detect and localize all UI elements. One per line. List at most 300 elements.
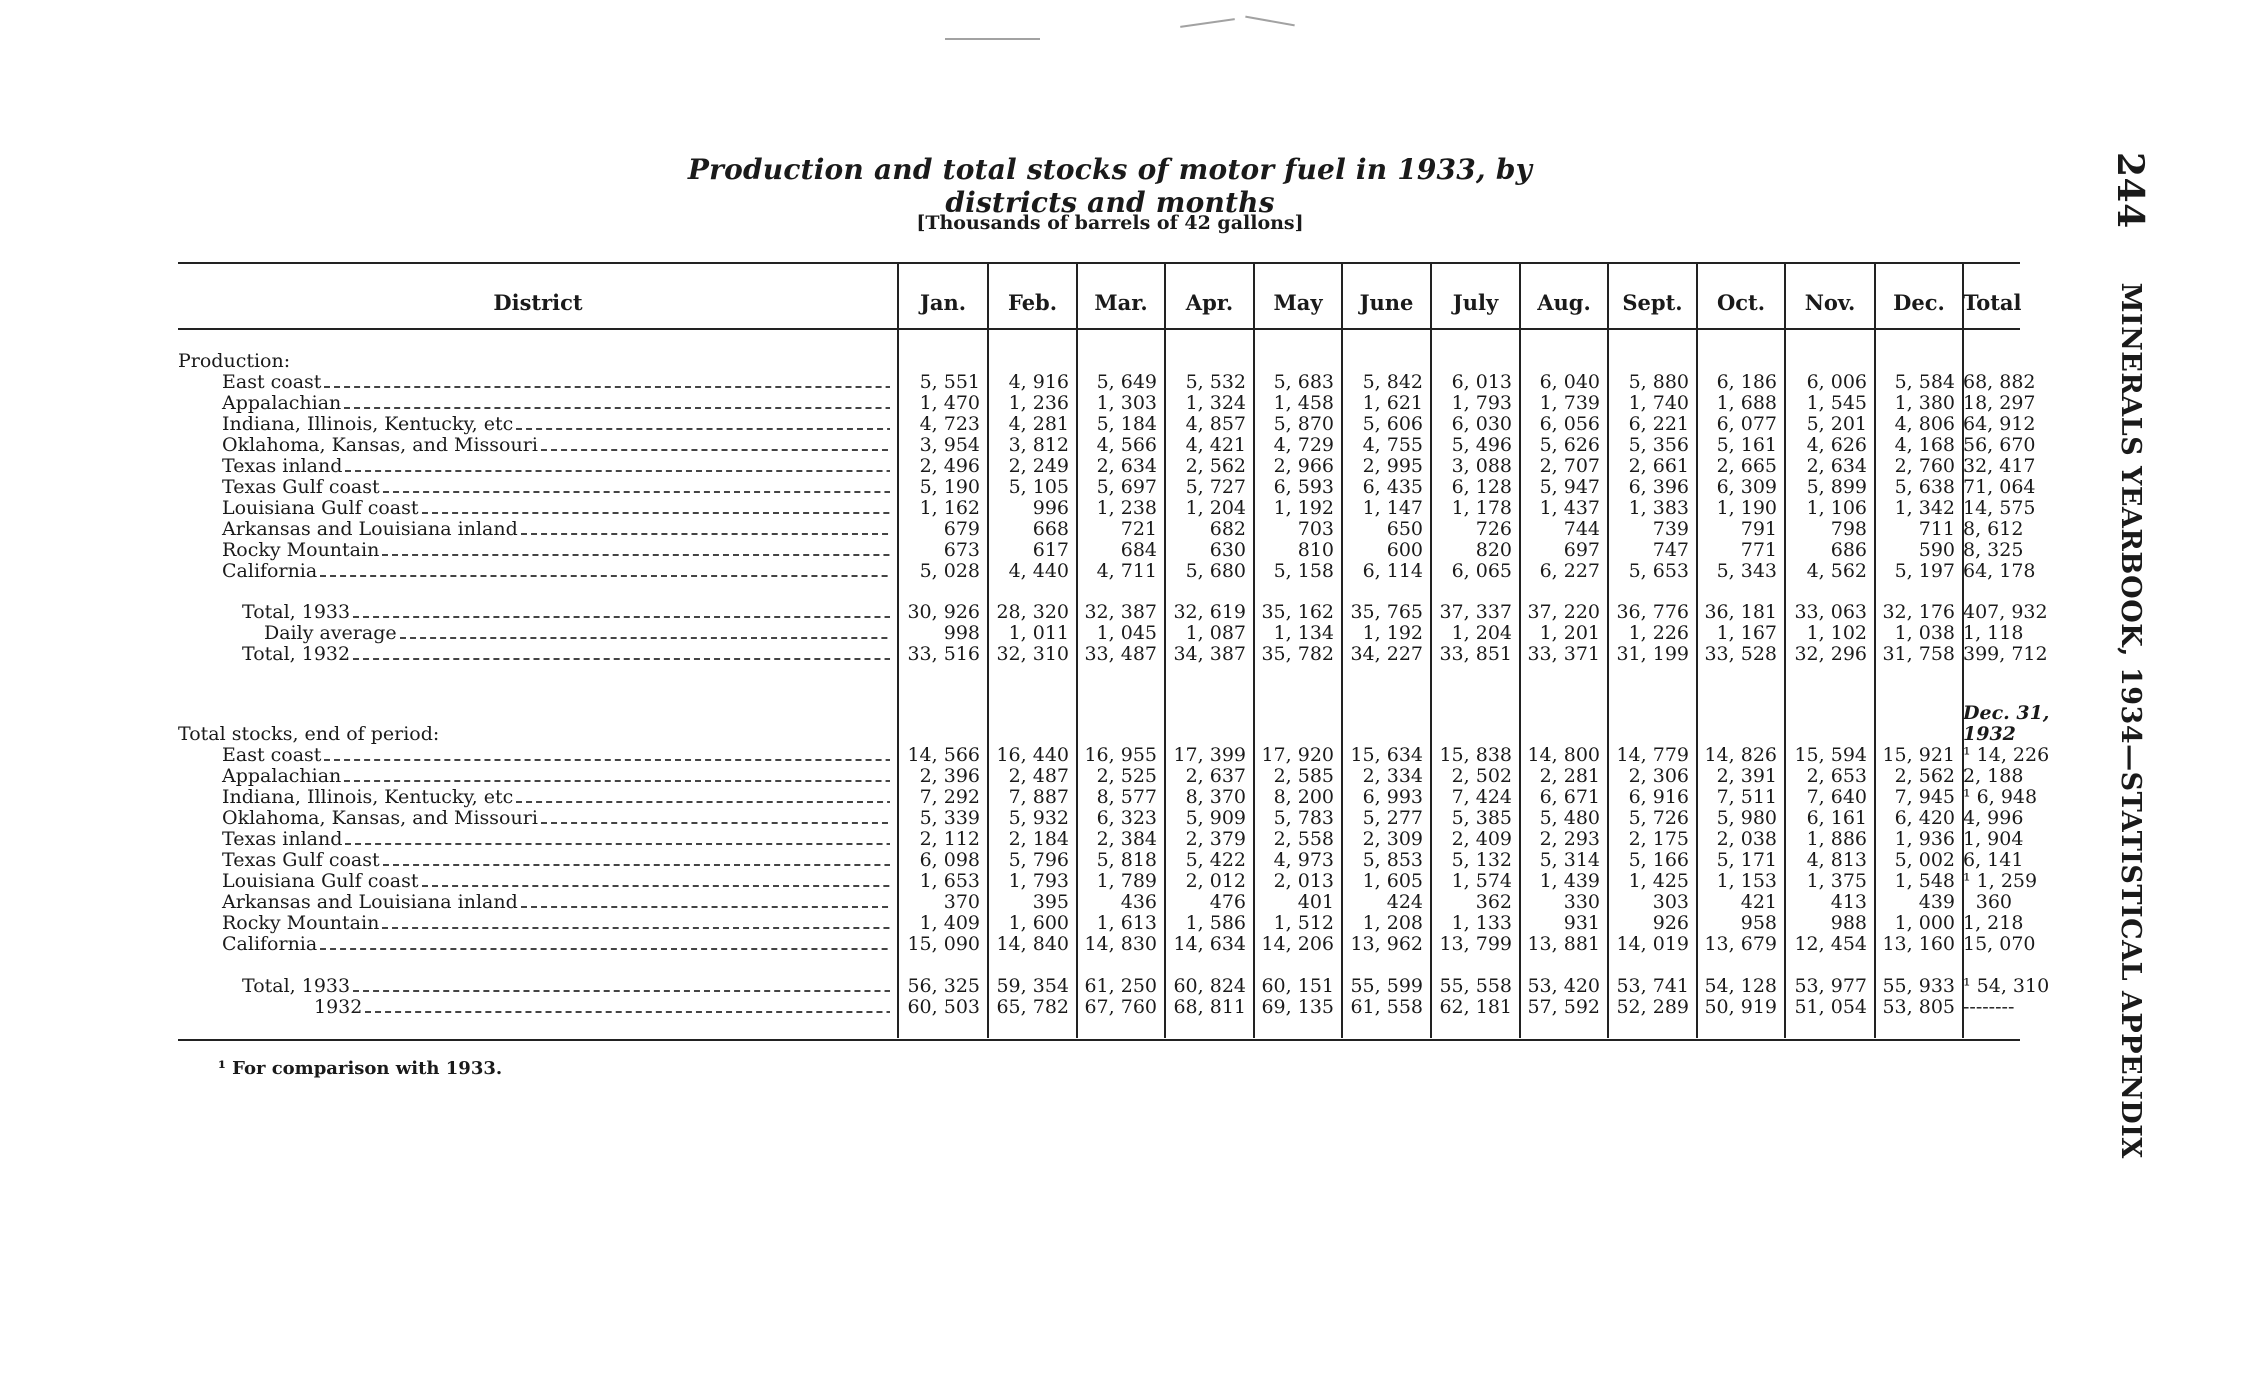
table-cell: 6, 098 [919,849,980,871]
table-cell: 1, 574 [1451,870,1512,892]
table-cell: 4, 566 [1096,434,1157,456]
total-cell: 35, 782 [1261,643,1334,665]
table-cell: 439 [1918,891,1955,913]
table-cell: 4, 440 [1008,560,1069,582]
table-cell: 617 [1032,539,1069,561]
table-cell: 5, 818 [1096,849,1157,871]
running-head [2090,152,2170,1159]
table-cell: 6, 161 [1806,807,1867,829]
total-cell: 1, 201 [1539,622,1600,644]
table-cell: 711 [1918,518,1955,540]
total-row [178,643,890,665]
table-cell: 739 [1652,518,1689,540]
table-cell: 14, 800 [1527,744,1600,766]
table-cell: 5, 551 [919,371,980,393]
table-cell: 16, 440 [996,744,1069,766]
column-header: Nov. [1804,290,1856,315]
table-cell: 1, 789 [1096,870,1157,892]
table-cell: 1, 739 [1539,392,1600,414]
column-header: July [1452,290,1499,315]
footnote: ¹ For comparison with 1933. [218,1058,503,1079]
table-cell: 5, 727 [1185,476,1246,498]
total-cell: 59, 354 [996,975,1069,997]
table-row [178,518,890,540]
table-cell: 2, 665 [1716,455,1777,477]
row-label: Daily average [264,622,397,644]
total-cell: 30, 926 [907,601,980,623]
row-label: Rocky Mountain [222,912,380,934]
column-header: Total [1963,290,2022,315]
table-cell: 6, 141 [1963,849,2024,871]
total-cell: 51, 054 [1794,996,1867,1018]
row-label: Oklahoma, Kansas, and Missouri [222,434,538,456]
table-cell: 2, 112 [919,828,980,850]
table-cell: 996 [1032,497,1069,519]
table-cell: 6, 323 [1096,807,1157,829]
row-label: Rocky Mountain [222,539,380,561]
leader-dots [400,627,890,639]
table-cell: 8, 370 [1185,786,1246,808]
table-row [178,455,890,477]
table-cell: 4, 711 [1096,560,1157,582]
total-cell: 62, 181 [1439,996,1512,1018]
table-cell: 2, 409 [1451,828,1512,850]
table-cell: 5, 532 [1185,371,1246,393]
table-cell: 1, 904 [1963,828,2024,850]
table-cell: 2, 525 [1096,765,1157,787]
leader-dots [382,917,890,929]
table-cell: 1, 106 [1806,497,1867,519]
leader-dots [521,896,890,908]
table-cell: 2, 585 [1273,765,1334,787]
table-cell: 697 [1563,539,1600,561]
rule-bottom [178,1039,2020,1041]
table-cell: 13, 799 [1439,933,1512,955]
table-cell: 2, 558 [1273,828,1334,850]
scan-mark [945,38,1040,40]
column-header: Sept. [1622,290,1683,315]
table-cell: 5, 158 [1273,560,1334,582]
total-cell: 60, 151 [1261,975,1334,997]
total-row [178,622,890,644]
table-cell: 14, 634 [1173,933,1246,955]
row-label: Total, 1932 [242,643,351,665]
row-label: Total, 1933 [242,975,351,997]
table-cell: 1, 793 [1451,392,1512,414]
total-cell: 34, 227 [1350,643,1423,665]
table-cell: 15, 634 [1350,744,1423,766]
row-label: Texas Gulf coast [222,849,380,871]
table-cell: 1, 621 [1362,392,1423,414]
column-header: Mar. [1094,290,1148,315]
table-cell: 6, 671 [1539,786,1600,808]
total-cell: 53, 805 [1882,996,1955,1018]
table-cell: 4, 916 [1008,371,1069,393]
table-cell: 5, 932 [1008,807,1069,829]
total-cell: 32, 619 [1173,601,1246,623]
table-cell: 14, 019 [1616,933,1689,955]
table-cell: 4, 562 [1806,560,1867,582]
leader-dots [344,770,890,782]
total-cell: 55, 599 [1350,975,1423,997]
table-cell: 1, 740 [1628,392,1689,414]
table-cell: 2, 496 [919,455,980,477]
table-cell: 2, 249 [1008,455,1069,477]
table-row [178,912,890,934]
total-cell: 31, 199 [1616,643,1689,665]
table-cell: 6, 221 [1628,413,1689,435]
row-label: California [222,933,318,955]
table-cell: 6, 309 [1716,476,1777,498]
table-cell: 32, 417 [1963,455,2036,477]
table-cell: 1, 342 [1894,497,1955,519]
table-cell: 7, 945 [1894,786,1955,808]
table-cell: 931 [1563,912,1600,934]
table-cell: 791 [1740,518,1777,540]
table-cell: 13, 679 [1704,933,1777,955]
table-cell: 5, 947 [1539,476,1600,498]
table-cell: 5, 870 [1273,413,1334,435]
row-label: Appalachian [222,765,342,787]
table-cell: 630 [1209,539,1246,561]
table-cell: 2, 391 [1716,765,1777,787]
table-cell: 1, 545 [1806,392,1867,414]
table-cell: 5, 385 [1451,807,1512,829]
total-cell: 33, 063 [1794,601,1867,623]
table-cell: 64, 178 [1963,560,2036,582]
table-cell: 6, 114 [1362,560,1423,582]
table-cell: 1, 324 [1185,392,1246,414]
total-cell: 35, 765 [1350,601,1423,623]
total-cell: 1, 045 [1096,622,1157,644]
table-cell: 1, 600 [1008,912,1069,934]
table-cell: 5, 166 [1628,849,1689,871]
table-cell: 8, 200 [1273,786,1334,808]
table-cell: 1, 586 [1185,912,1246,934]
table-cell: 5, 105 [1008,476,1069,498]
total-cell: 50, 919 [1704,996,1777,1018]
table-cell: 5, 422 [1185,849,1246,871]
table-cell: 1, 458 [1273,392,1334,414]
table-cell: 7, 887 [1008,786,1069,808]
table-cell: 810 [1297,539,1334,561]
table-row [178,539,890,561]
row-label: Arkansas and Louisiana inland [222,891,518,913]
total-cell: 65, 782 [996,996,1069,1018]
table-row [178,560,890,582]
table-cell: 1, 190 [1716,497,1777,519]
total-row [178,975,890,997]
table-cell: 5, 626 [1539,434,1600,456]
total-cell: 53, 741 [1616,975,1689,997]
table-cell: 6, 593 [1273,476,1334,498]
table-cell: 5, 909 [1185,807,1246,829]
table-cell: 1, 439 [1539,870,1600,892]
table-cell: 721 [1120,518,1157,540]
table-cell: 1, 437 [1539,497,1600,519]
total-cell: 33, 851 [1439,643,1512,665]
total-cell: 1, 226 [1628,622,1689,644]
table-cell: 5, 796 [1008,849,1069,871]
table-cell: 1, 886 [1806,828,1867,850]
table-cell: 17, 920 [1261,744,1334,766]
table-cell: 8, 325 [1963,539,2024,561]
table-cell: 13, 962 [1350,933,1423,955]
total-cell: 399, 712 [1963,643,2048,665]
table-cell: 1, 153 [1716,870,1777,892]
table-cell: 2, 760 [1894,455,1955,477]
table-cell: 1, 383 [1628,497,1689,519]
table-row [178,786,890,808]
table-cell: 362 [1475,891,1512,913]
total-cell: 54, 128 [1704,975,1777,997]
table-cell: 2, 175 [1628,828,1689,850]
leader-dots [365,1001,890,1013]
table-cell: 1, 147 [1362,497,1423,519]
table-row [178,807,890,829]
table-cell: 2, 634 [1096,455,1157,477]
table-cell: 679 [943,518,980,540]
section-heading: Total stocks, end of period: [178,723,440,745]
table-cell: 1, 425 [1628,870,1689,892]
table-cell: 1, 380 [1894,392,1955,414]
table-cell: 13, 160 [1882,933,1955,955]
table-cell: 7, 424 [1451,786,1512,808]
total-cell: 35, 162 [1261,601,1334,623]
total-cell: 33, 516 [907,643,980,665]
total-cell: 1, 011 [1008,622,1069,644]
table-cell: 1, 303 [1096,392,1157,414]
table-cell: 4, 281 [1008,413,1069,435]
table-cell: 6, 077 [1716,413,1777,435]
table-cell: 2, 661 [1628,455,1689,477]
table-cell: 5, 726 [1628,807,1689,829]
total-cell: 55, 933 [1882,975,1955,997]
table-cell: 1, 688 [1716,392,1777,414]
table-cell: 5, 343 [1716,560,1777,582]
table-cell: 726 [1475,518,1512,540]
table-cell: 703 [1297,518,1334,540]
table-cell: 6, 006 [1806,371,1867,393]
total-cell: ¹ 54, 310 [1963,975,2050,997]
table-cell: 5, 171 [1716,849,1777,871]
table-cell: 5, 606 [1362,413,1423,435]
table-cell: 1, 162 [919,497,980,519]
row-label: East coast [222,371,322,393]
total-cell: 32, 310 [996,643,1069,665]
table-cell: 3, 812 [1008,434,1069,456]
total-cell: -------- [1963,996,2015,1018]
table-cell: 771 [1740,539,1777,561]
table-cell: 401 [1297,891,1334,913]
column-header: Aug. [1537,290,1591,315]
row-label: California [222,560,318,582]
table-cell: 14, 206 [1261,933,1334,955]
table-cell: 820 [1475,539,1512,561]
total-cell: 1, 087 [1185,622,1246,644]
table-cell: 5, 783 [1273,807,1334,829]
section-heading: Production: [178,350,291,372]
table-row [178,497,890,519]
table-cell: 673 [943,539,980,561]
table-cell: 2, 502 [1451,765,1512,787]
total-column-note: 1932 [1963,723,2016,745]
leader-dots [521,523,890,535]
table-cell: 1, 238 [1096,497,1157,519]
table-cell: 2, 396 [919,765,980,787]
table-cell: 5, 132 [1451,849,1512,871]
total-cell: 32, 176 [1882,601,1955,623]
column-header: Jan. [919,290,967,315]
table-cell: 684 [1120,539,1157,561]
total-cell: 33, 371 [1527,643,1600,665]
table-cell: 650 [1386,518,1423,540]
table-cell: 7, 511 [1716,786,1777,808]
table-cell: 6, 420 [1894,807,1955,829]
table-cell: 5, 638 [1894,476,1955,498]
table-cell: 6, 056 [1539,413,1600,435]
table-cell: 2, 306 [1628,765,1689,787]
table-cell: 4, 813 [1806,849,1867,871]
table-cell: 5, 980 [1716,807,1777,829]
table-cell: 2, 995 [1362,455,1423,477]
total-row [178,996,890,1018]
table-cell: 436 [1120,891,1157,913]
table-cell: 2, 707 [1539,455,1600,477]
leader-dots [353,606,890,618]
table-cell: 3, 954 [919,434,980,456]
table-cell: 5, 339 [919,807,980,829]
table-cell: 5, 880 [1628,371,1689,393]
row-label: Indiana, Illinois, Kentucky, etc [222,786,514,808]
table-cell: 16, 955 [1084,744,1157,766]
table-cell: 5, 649 [1096,371,1157,393]
table-cell: 14, 779 [1616,744,1689,766]
leader-dots [541,439,890,451]
table-cell: 413 [1830,891,1867,913]
row-label: Indiana, Illinois, Kentucky, etc [222,413,514,435]
table-row [178,765,890,787]
table-cell: 6, 128 [1451,476,1512,498]
table-cell: 1, 613 [1096,912,1157,934]
column-header: Oct. [1716,290,1766,315]
table-cell: 14, 826 [1704,744,1777,766]
table-cell: 5, 356 [1628,434,1689,456]
table-cell: 2, 637 [1185,765,1246,787]
table-cell: 2, 653 [1806,765,1867,787]
table-cell: 798 [1830,518,1867,540]
table-cell: ¹ 6, 948 [1963,786,2038,808]
column-header: Apr. [1185,290,1234,315]
total-cell: 1, 167 [1716,622,1777,644]
table-cell: 590 [1918,539,1955,561]
table-cell: 5, 314 [1539,849,1600,871]
total-cell: 69, 135 [1261,996,1334,1018]
table-cell: 4, 723 [919,413,980,435]
column-header: May [1273,290,1323,315]
table-cell: 2, 334 [1362,765,1423,787]
table-cell: 686 [1830,539,1867,561]
total-cell: 60, 824 [1173,975,1246,997]
table-cell: 56, 670 [1963,434,2036,456]
table-cell: 1, 218 [1963,912,2024,934]
table-cell: 5, 028 [919,560,980,582]
row-label: Total, 1933 [242,601,351,623]
table-cell: 2, 012 [1185,870,1246,892]
table-cell: 4, 421 [1185,434,1246,456]
table-cell: 2, 562 [1185,455,1246,477]
table-cell: 1, 000 [1894,912,1955,934]
row-label: Arkansas and Louisiana inland [222,518,518,540]
table-cell: 6, 186 [1716,371,1777,393]
table-cell: 5, 899 [1806,476,1867,498]
table-cell: 421 [1740,891,1777,913]
table-cell: 1, 178 [1451,497,1512,519]
table-cell: 14, 830 [1084,933,1157,955]
leader-dots [422,502,891,514]
table-cell: 2, 487 [1008,765,1069,787]
table-cell: 12, 454 [1794,933,1867,955]
table-cell: 17, 399 [1173,744,1246,766]
table-cell: 15, 921 [1882,744,1955,766]
table-cell: 1, 192 [1273,497,1334,519]
total-cell: 31, 758 [1882,643,1955,665]
table-cell: 5, 184 [1096,413,1157,435]
leader-dots [541,812,890,824]
total-cell: 36, 776 [1616,601,1689,623]
leader-dots [345,460,890,472]
table-cell: 18, 297 [1963,392,2036,414]
table-cell: 15, 070 [1963,933,2036,955]
total-cell: 1, 204 [1451,622,1512,644]
table-cell: 370 [943,891,980,913]
total-cell: 1, 192 [1362,622,1423,644]
total-cell: 67, 760 [1084,996,1157,1018]
table-cell: 6, 993 [1362,786,1423,808]
total-cell: 56, 325 [907,975,980,997]
table-row [178,870,890,892]
total-cell: 60, 503 [907,996,980,1018]
total-cell: 36, 181 [1704,601,1777,623]
total-cell: 52, 289 [1616,996,1689,1018]
leader-dots [383,854,890,866]
table-cell: 5, 190 [919,476,980,498]
table-cell: 4, 729 [1273,434,1334,456]
table-cell: 2, 184 [1008,828,1069,850]
total-cell: 37, 337 [1439,601,1512,623]
table-row [178,392,890,414]
table-cell: 424 [1386,891,1423,913]
leader-dots [324,749,890,761]
row-label: Louisiana Gulf coast [222,497,419,519]
table-row [178,371,890,393]
table-cell: 6, 396 [1628,476,1689,498]
column-header: District [493,290,583,315]
leader-dots [344,397,890,409]
table-cell: 4, 996 [1963,807,2024,829]
data-table [178,258,2050,1043]
table-cell: 5, 653 [1628,560,1689,582]
table-title: Production and total stocks of motor fuel in 1933, by districts and months [687,153,1533,219]
table-cell: 5, 680 [1185,560,1246,582]
table-cell: 4, 806 [1894,413,1955,435]
total-cell: 61, 558 [1350,996,1423,1018]
table-cell: 747 [1652,539,1689,561]
table-cell: 6, 065 [1451,560,1512,582]
table-cell: 2, 188 [1963,765,2024,787]
total-cell: 57, 592 [1527,996,1600,1018]
table-cell: 988 [1830,912,1867,934]
